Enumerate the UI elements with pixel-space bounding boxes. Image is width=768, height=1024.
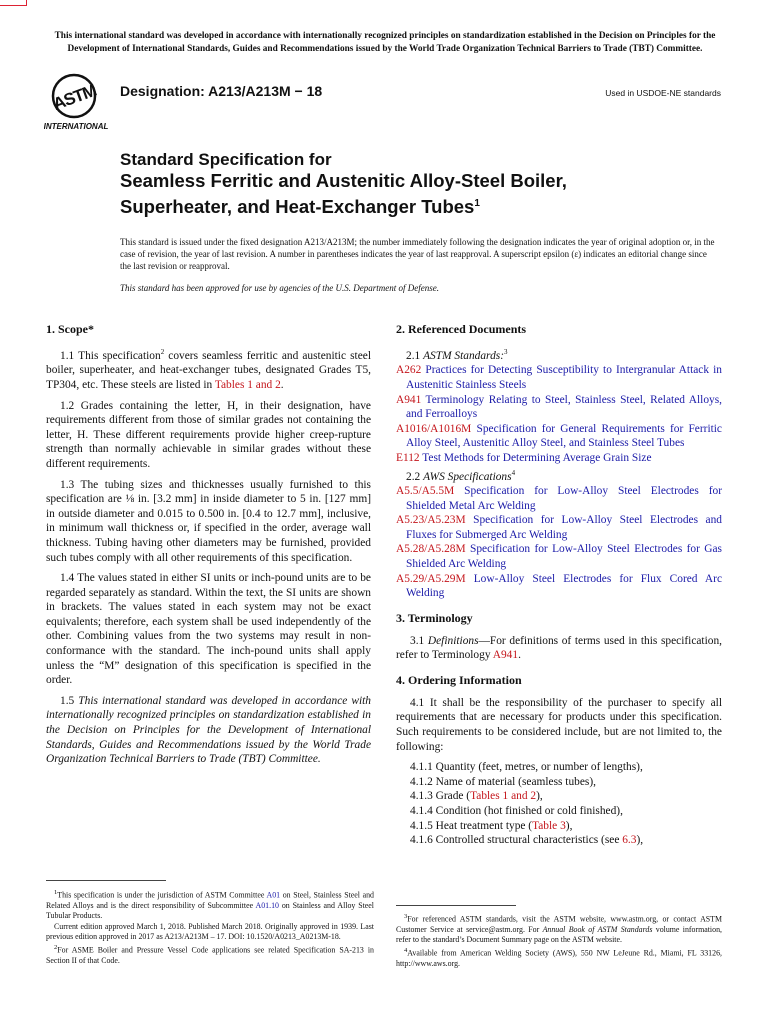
- astm-reference-title-link[interactable]: Practices for Detecting Susceptibility to Intergranular Attack in Austenitic Stainless Steels: [406, 364, 722, 391]
- p5-text: This international standard was developed in accordance with internationally recognized principles on standardization established in the Decision on Principles for the Development of International Standards, Guides and Recommendations issued by the World Trade Organization Technical Barriers to Trade (TBT) Committee.: [46, 694, 371, 766]
- section-3-heading: 3. Terminology: [396, 610, 473, 625]
- astm-reference-code-link[interactable]: A1016/A1016M: [396, 422, 472, 435]
- astm-reference-item: [396, 451, 722, 466]
- astm-reference-item: [396, 363, 722, 392]
- astm-standards-label: [396, 345, 722, 363]
- astm-reference-code-link[interactable]: E112: [396, 451, 420, 464]
- footnote-3: [396, 912, 722, 946]
- tables-1-2-link[interactable]: Tables 1 and 2: [214, 378, 281, 391]
- a01-10-link[interactable]: A01.10: [255, 901, 279, 911]
- title-line-2-text: Superheater, and Heat-Exchanger Tubes: [120, 195, 475, 217]
- fn3-mark: 3: [404, 913, 408, 920]
- term-label: Definitions: [427, 634, 479, 647]
- term-number: 3.1: [410, 634, 428, 647]
- fn3-text-a: For referenced ASTM standards, visit the ASTM website, www.astm.org, or contact ASTM Customer Service at service@astm.org. For: [396, 914, 722, 935]
- p1-text-a: 1.1 This specification: [60, 349, 161, 362]
- aws-reference-title-link[interactable]: Low-Alloy Steel Electrodes for Flux Cored Arc Welding: [406, 572, 722, 600]
- paragraph-1-5: [46, 694, 371, 767]
- paragraph-1-1: [46, 345, 371, 393]
- astm-reference-title-link[interactable]: Test Methods for Determining Average Grain Size: [419, 451, 652, 464]
- ordering-item-text: 4.1.1 Quantity (feet, metres, or number of lengths),: [410, 761, 643, 774]
- aws-reference-title-link[interactable]: Specification for Low-Alloy Steel Electrodes for Shielded Metal Arc Welding: [406, 484, 722, 512]
- astm-label-text: ASTM Standards:: [423, 349, 504, 362]
- ordering-item: [396, 775, 722, 790]
- ordering-item: [396, 760, 722, 775]
- ordering-item-end: ),: [536, 790, 543, 803]
- right-column: [396, 322, 722, 848]
- fn3-book-title: Annual Book of ASTM Standards: [542, 925, 653, 935]
- fn1-text-c: on Stainless and Alloy Steel Tubular Products.: [46, 901, 374, 921]
- footnote-2: [46, 943, 374, 966]
- aws-reference-title-link[interactable]: Specification for Low-Alloy Steel Electrodes and Fluxes for Submerged Arc Welding: [406, 514, 722, 541]
- term-text: —For definitions of terms used in this specification, refer to Terminology: [396, 634, 722, 662]
- aws-specifications-label: [396, 466, 722, 484]
- ordering-item-link[interactable]: Tables 1 and 2: [470, 790, 537, 803]
- left-column: [46, 322, 371, 773]
- ordering-item: [396, 819, 722, 834]
- title-prefix: Standard Specification for: [120, 150, 332, 169]
- ordering-item: [396, 789, 722, 804]
- fn2-mark: 2: [54, 943, 58, 951]
- section-1-heading: 1. Scope*: [46, 322, 94, 336]
- aws-reference-title-link[interactable]: Specification for Low-Alloy Steel Electrodes for Gas Shielded Arc Welding: [406, 543, 722, 570]
- astm-reference-item: [396, 422, 722, 451]
- a01-link[interactable]: A01: [266, 890, 281, 900]
- ordering-item-text: 4.1.6 Controlled structural characteristics (see: [410, 834, 623, 847]
- issue-note: This standard is issued under the fixed designation A213/A213M; the number immediately following the designation indicates the year of original adoption or, in the case of revision, the year of last revision. A number in parentheses indicates the year of last reapproval. A superscript epsilon (ε) indicates an editorial change since the last revision or reapproval.: [120, 237, 715, 272]
- p5-number: 1.5: [60, 694, 79, 707]
- title-line-1: Seamless Ferritic and Austenitic Alloy-Steel Boiler,: [120, 170, 567, 191]
- aws-reference-item: [396, 572, 722, 601]
- paragraph-4-1: 4.1 It shall be the responsibility of the purchaser to specify all requirements that are necessary for products under this specification. Such requirements to be considered include, but are not limited to, the following:: [396, 696, 722, 753]
- p1-text-b: covers seamless ferritic and austenitic steel boiler, superheater, and heat-exchanger tubes, designated Grades T5, TP304, etc. These steels are listed in: [46, 349, 371, 391]
- ordering-item-text: 4.1.2 Name of material (seamless tubes),: [410, 775, 596, 788]
- footnote-1-edition: Current edition approved March 1, 2018. Published March 2018. Originally approved in 1939. Last previous edition approved in 2017 as A213/A213M – 17. DOI: 10.1520/A0213_A0213M-18.: [46, 921, 374, 942]
- ordering-item-end: ),: [636, 834, 644, 847]
- fn3-text-b: volume information, refer to the standard’s Document Summary page on the ASTM website.: [396, 925, 722, 945]
- ordering-item: [396, 833, 722, 848]
- ordering-item-text: 4.1.3 Grade (: [410, 790, 471, 803]
- ordering-item-link[interactable]: 6.3: [622, 834, 637, 847]
- aws-footnote-mark: 4: [511, 468, 516, 477]
- footnote-rule-left: [46, 880, 166, 881]
- fn4-mark: 4: [404, 946, 408, 954]
- footnotes-right: [396, 912, 722, 969]
- aws-reference-item: [396, 484, 722, 513]
- document-title: [120, 150, 680, 218]
- paragraph-1-4: 1.4 The values stated in either SI units or inch-pound units are to be regarded separately as standard. Within the text, the SI units are shown in brackets. The values stated in each system may not be exact equivalents; therefore, each system shall be used independently of the other. Combining values from the two systems may result in non-conformance with the standard. The inch-pound units shall apply unless the “M” designation of this specification is specified in the order.: [46, 572, 371, 687]
- astm-reference-code-link[interactable]: A941: [396, 393, 422, 406]
- fn1-text-a: This specification is under the jurisdiction of ASTM Committee: [57, 890, 267, 900]
- aws-reference-code-link[interactable]: A5.29/A5.29M: [396, 572, 466, 585]
- astm-reference-item: [396, 393, 722, 422]
- aws-reference-code-link[interactable]: A5.5/A5.5M: [396, 484, 455, 497]
- aws-reference-list: [396, 484, 722, 601]
- aws-label-text: AWS Specifications: [423, 470, 512, 483]
- term-end: .: [518, 649, 521, 662]
- astm-reference-title-link[interactable]: Terminology Relating to Steel, Stainless Steel, Related Alloys, and Ferroalloys: [406, 393, 722, 421]
- fn2-text: For ASME Boiler and Pressure Vessel Code applications see related Specification SA-213 in Section II of that Code.: [46, 945, 374, 965]
- title-line-2: [120, 193, 680, 219]
- astm-logo-icon: [44, 72, 112, 132]
- paragraph-3-1: [396, 634, 722, 663]
- footnote-rule-right: [396, 905, 516, 906]
- page-corner-mark: [0, 0, 27, 6]
- wto-notice: This international standard was developed in accordance with internationally recognized principles on standardization established in the Decision on Principles for the Development of International Standards, Guides and Recommendations issued by the World Trade Organization Technical Barriers to Trade (TBT) Committee.: [54, 31, 716, 54]
- ordering-item: [396, 804, 722, 819]
- aws-reference-code-link[interactable]: A5.23/A5.23M: [396, 514, 466, 527]
- p1-footnote-mark: 2: [160, 348, 165, 356]
- p1-text-c: .: [280, 378, 284, 391]
- ordering-item-text: 4.1.5 Heat treatment type (: [410, 819, 533, 832]
- fn4-text: Available from American Welding Society (AWS), 550 NW LeJeune Rd., Miami, FL 33126, http://www.aws.org.: [396, 948, 722, 968]
- astm-footnote-mark: 3: [504, 348, 508, 356]
- ordering-item-end: ),: [565, 819, 573, 832]
- aws-label-number: 2.2: [406, 470, 424, 483]
- aws-reference-code-link[interactable]: A5.28/A5.28M: [396, 543, 466, 556]
- paragraph-1-3: 1.3 The tubing sizes and thicknesses usually furnished to this specification are ⅛ in. [3.2 mm] in inside diameter to 5 in. [127 mm] in outside diameter and 0.015 to 0.500 in. [0.4 to 12.7 mm], inclusive, in minimum wall thickness or, if specified in the order, average wall thickness. Tubing having other diameters may be furnished, provided such tubes comply with all other requirements of this specification.: [46, 478, 371, 564]
- section-4-heading: 4. Ordering Information: [396, 672, 522, 687]
- footnote-1: [46, 888, 374, 922]
- title-footnote-mark: 1: [474, 197, 480, 209]
- ordering-items-list: [396, 760, 722, 848]
- svg-text:ASTM: ASTM: [50, 80, 99, 114]
- astm-reference-title-link[interactable]: Specification for General Requirements for Ferritic Alloy Steel, Austenitic Alloy Steel, and Stainless Steel Tubes: [406, 422, 722, 450]
- footnote-4: [396, 946, 722, 969]
- fn1-mark: 1: [54, 889, 58, 896]
- a941-link[interactable]: A941: [492, 649, 519, 662]
- aws-reference-item: [396, 542, 722, 571]
- section-2-heading: 2. Referenced Documents: [396, 322, 527, 336]
- fn1-text-b: on Steel, Stainless Steel and Related Alloys and is the direct responsibility of Subcommittee: [46, 890, 374, 911]
- aws-reference-item: [396, 513, 722, 542]
- ordering-item-link[interactable]: Table 3: [532, 819, 566, 832]
- dod-approval-note: This standard has been approved for use by agencies of the U.S. Department of Defense.: [120, 283, 440, 293]
- footnotes-left: [46, 888, 374, 966]
- paragraph-1-2: 1.2 Grades containing the letter, H, in their designation, have requirements different from those of similar grades not containing the letter, H. These different requirements provide higher creep-rupture strength than normally achievable in similar grades without these different requirements.: [46, 399, 371, 470]
- astm-reference-code-link[interactable]: A262: [396, 364, 422, 377]
- used-in-note: Used in USDOE-NE standards: [605, 88, 721, 98]
- svg-text:INTERNATIONAL: INTERNATIONAL: [44, 122, 109, 131]
- designation: Designation: A213/A213M − 18: [120, 83, 323, 99]
- astm-label-number: 2.1: [406, 349, 424, 362]
- ordering-item-text: 4.1.4 Condition (hot finished or cold finished),: [410, 805, 623, 818]
- astm-reference-list: [396, 363, 722, 465]
